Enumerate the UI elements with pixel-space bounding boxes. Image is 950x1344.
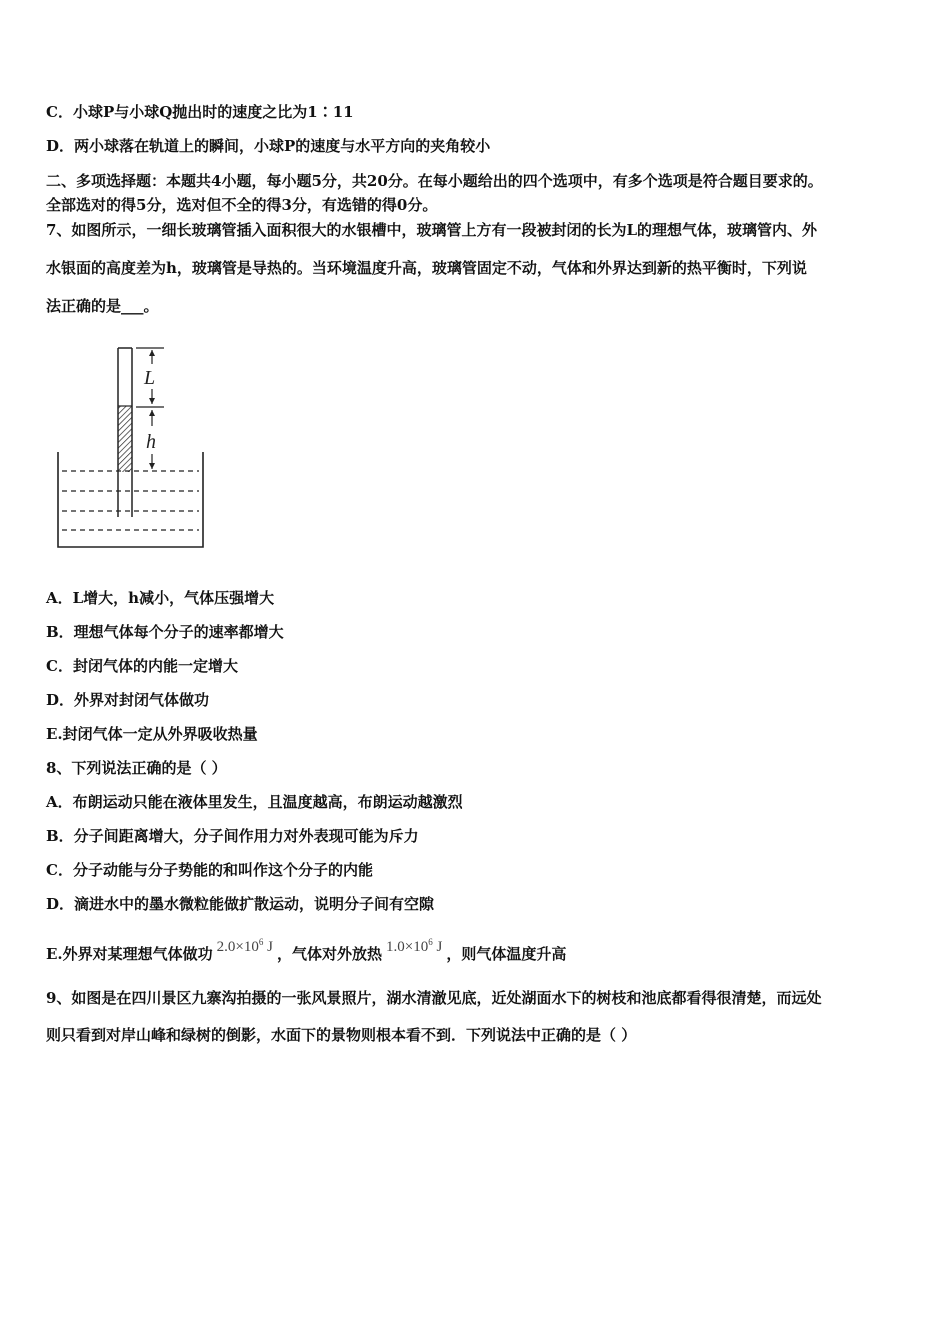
mercury-column: [118, 406, 132, 472]
question-7-line-3: 法正确的是___。: [46, 297, 159, 315]
q7-option-c: C．封闭气体的内能一定增大: [46, 657, 238, 675]
question-9-line-2: 则只看到对岸山峰和绿树的倒影，水面下的景物则根本看不到．下列说法中正确的是（ ）: [46, 1026, 637, 1044]
q7-option-d: D．外界对封闭气体做功: [46, 691, 210, 709]
option-c-previous: C．小球P与小球Q抛出时的速度之比为1∶11: [46, 103, 354, 121]
option-d-previous: D．两小球落在轨道上的瞬间，小球P的速度与水平方向的夹角较小: [46, 137, 491, 155]
q7-option-a: A．L增大，h减小，气体压强增大: [46, 589, 275, 607]
work-unit: J: [267, 939, 273, 955]
section-scoring: 全部选对的得5分，选对但不全的得3分，有选错的得0分。: [46, 196, 438, 214]
question-7-line-2: 水银面的高度差为h，玻璃管是导热的。当环境温度升高，玻璃管固定不动，气体和外界达到新的热平衡时，下列说: [46, 259, 807, 277]
label-h: h: [146, 431, 156, 453]
q8-option-d: D．滴进水中的墨水微粒能做扩散运动，说明分子间有空隙: [46, 895, 435, 913]
heat-unit: J: [436, 939, 443, 955]
work-value-formula: [217, 939, 273, 955]
q8-option-a: A．布朗运动只能在液体里发生，且温度越高，布朗运动越激烈: [46, 793, 463, 811]
q8-option-b: B．分子间距离增大，分子间作用力对外表现可能为斥力: [46, 827, 419, 845]
question-9-line-1: 9、如图是在四川景区九寨沟拍摄的一张风景照片，湖水清澈见底，近处湖面水下的树枝和池底都看得很清楚，而远处: [46, 989, 822, 1007]
q7-option-e: E.封闭气体一定从外界吸收热量: [46, 725, 258, 743]
work-mantissa: 2.0×10: [216, 939, 259, 955]
q7-option-b: B．理想气体每个分子的速率都增大: [46, 623, 284, 641]
label-L: L: [144, 367, 156, 389]
question-8: 8、下列说法正确的是（ ）: [46, 759, 227, 777]
section-heading: 二、多项选择题：本题共4小题，每小题5分，共20分。在每小题给出的四个选项中，有多个选项是符合题目要求的。: [46, 172, 823, 190]
q8-e-text-1: E.外界对某理想气体做功: [46, 945, 213, 963]
q8-e-text-2: ，气体对外放热: [276, 945, 382, 963]
heat-exponent: 6: [428, 937, 433, 947]
q8-option-c: C．分子动能与分子势能的和叫作这个分子的内能: [46, 861, 373, 879]
question-7-line-1: 7、如图所示，一细长玻璃管插入面积很大的水银槽中，玻璃管上方有一段被封闭的长为L的理想气体，玻璃管内、外: [46, 221, 817, 239]
q8-option-e: [46, 937, 567, 965]
heat-mantissa: 1.0×10: [386, 939, 429, 955]
q8-e-text-3: ，则气体温度升高: [446, 945, 567, 963]
heat-value-formula: [386, 939, 442, 955]
glass-tube-mercury-diagram: [56, 340, 216, 555]
work-exponent: 6: [258, 937, 264, 947]
